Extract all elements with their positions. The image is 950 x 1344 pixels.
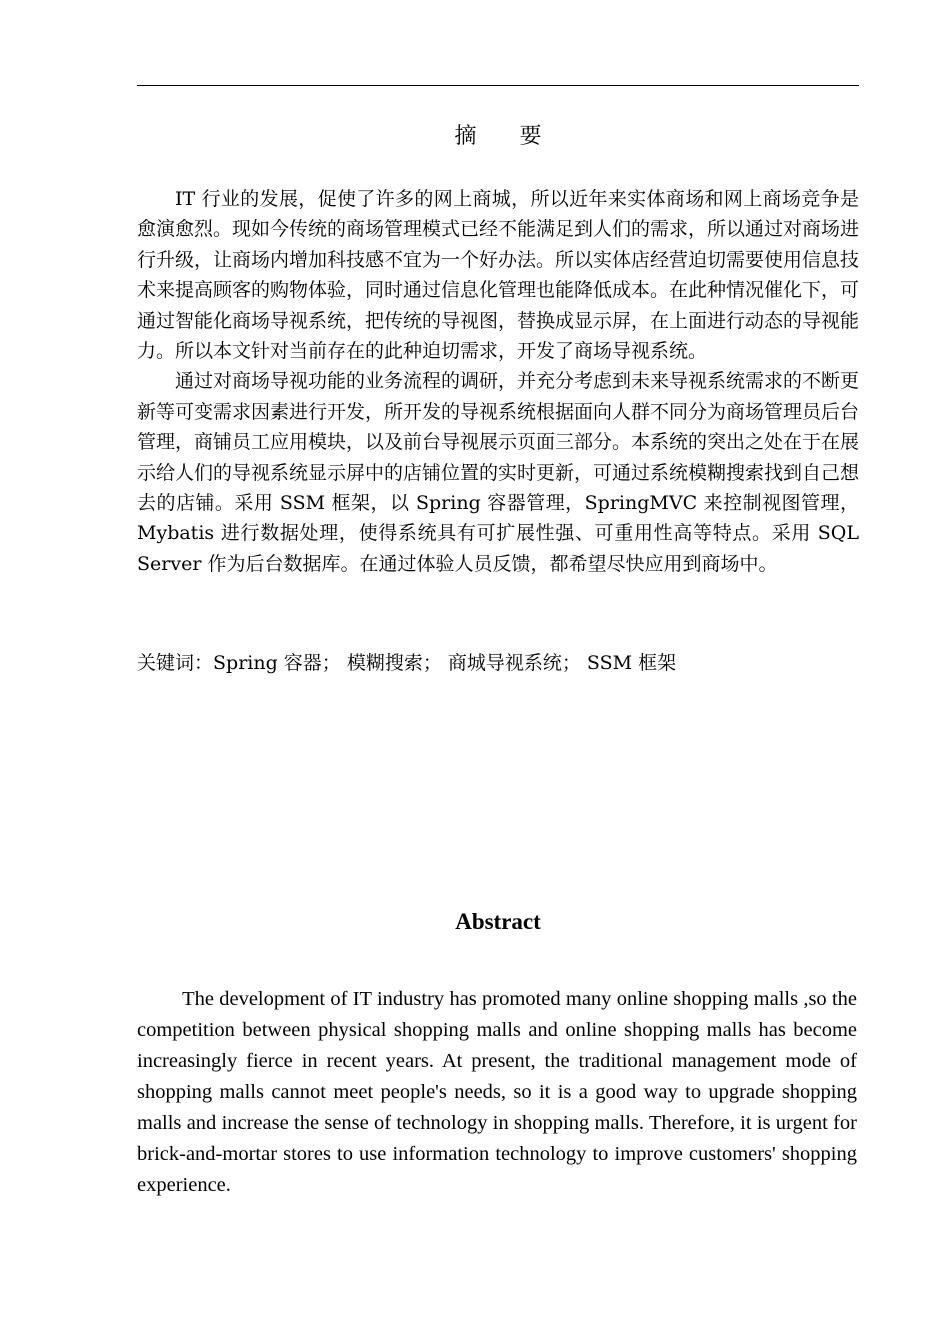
chinese-paragraph-1: IT 行业的发展，促使了许多的网上商城，所以近年来实体商场和网上商场竞争是愈演愈烈。现如今传统的商场管理模式已经不能满足到人们的需求，所以通过对商场进行升级，让商场内增加科技感不宜为一个好办法。所以实体店经营迫切需要使用信息技术来提高顾客的购物体验，同时通过信息化管理也能降低成本。在此种情况催化下，可通过智能化商场导视系统，把传统的导视图，替换成显示屏，在上面进行动态的导视能力。所以本文针对当前存在的此种迫切需求，开发了商场导视系统。 (137, 188, 860, 363)
chinese-abstract-body (137, 184, 859, 579)
english-abstract-title: Abstract (455, 909, 541, 934)
keywords-label: 关键词： (137, 652, 214, 674)
chinese-keywords (137, 648, 859, 678)
chinese-abstract-title: 摘 要 (454, 124, 560, 149)
keywords-text: Spring 容器； 模糊搜索； 商城导视系统； SSM 框架 (213, 652, 677, 674)
chinese-paragraph-2: 通过对商场导视功能的业务流程的调研，并充分考虑到未来导视系统需求的不断更新等可变需求因素进行开发，所开发的导视系统根据面向人群不同分为商场管理员后台管理，商铺员工应用模块，以及前台导视展示页面三部分。本系统的突出之处在于在展示给人们的导视系统显示屏中的店铺位置的实时更新，可通过系统模糊搜索找到自己想去的店铺。采用 SSM 框架，以 Spring 容器管理，SpringMVC 来控制视图管理，Mybatis 进行数据处理，使得系统具有可扩展性强、可重用性高等特点。采用 SQL Server 作为后台数据库。在通过体验人员反馈，都希望尽快应用到商场中。 (137, 370, 860, 575)
header-rule (137, 85, 859, 86)
english-paragraph-1: The development of IT industry has promoted many online shopping malls ,so the competition between physical shopping malls and online shopping malls has become increasingly fierce in recent years. At present, the traditional management mode of shopping malls cannot meet people's needs, so it is a good way to upgrade shopping malls and increase the sense of technology in shopping malls. Therefore, it is urgent for brick-and-mortar stores to use information technology to improve customers' shopping experience. (137, 988, 857, 1196)
english-abstract-body (137, 984, 857, 1201)
